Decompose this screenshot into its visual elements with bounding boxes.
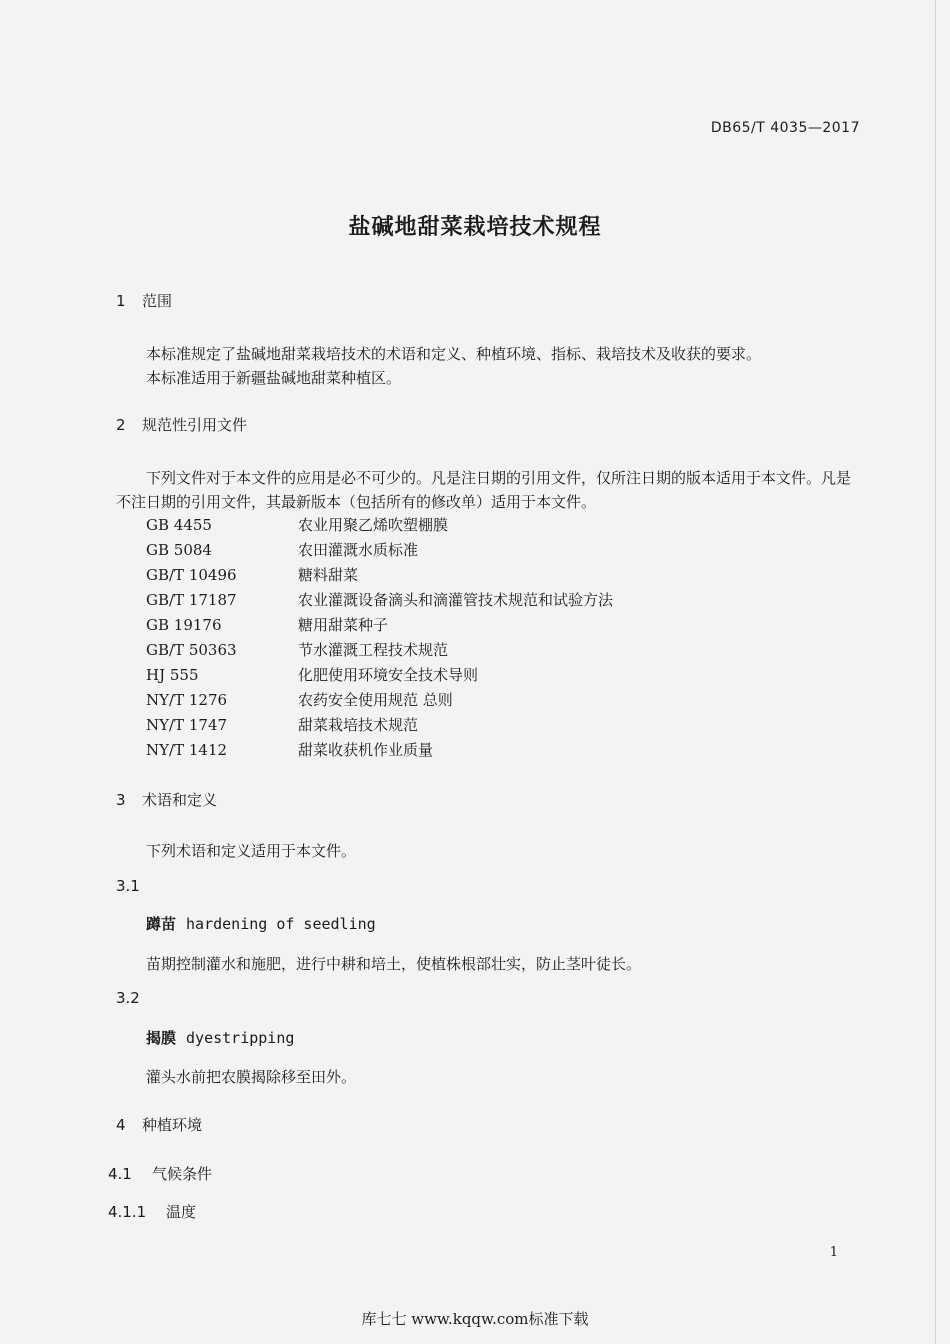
reference-title: 节水灌溉工程技术规范 <box>298 641 449 659</box>
subsection-number: 4.1 <box>108 1165 132 1183</box>
reference-title: 糖用甜菜种子 <box>298 616 389 634</box>
reference-row <box>146 564 358 585</box>
footer-watermark-text: 库七七 www.kqqw.com标准下载 <box>361 1310 589 1328</box>
reference-title: 农业灌溉设备滴头和滴灌管技术规范和试验方法 <box>298 591 614 609</box>
term-english: dyestripping <box>186 1029 295 1047</box>
reference-code: GB/T 10496 <box>146 566 237 584</box>
reference-row <box>146 689 453 710</box>
section-number: 2 <box>116 416 126 434</box>
reference-code: GB 4455 <box>146 516 212 534</box>
reference-code: NY/T 1747 <box>146 716 228 734</box>
scan-edge-line <box>935 0 936 1344</box>
document-title: 盐碱地甜菜栽培技术规程 <box>348 215 602 240</box>
reference-code: GB 19176 <box>146 616 222 634</box>
section-number: 1 <box>116 292 126 310</box>
section-1-paragraph-2: 本标准适用于新疆盐碱地甜菜种植区。 <box>146 369 402 387</box>
section-title: 种植环境 <box>142 1116 203 1134</box>
section-number: 4 <box>116 1116 126 1134</box>
reference-code: HJ 555 <box>146 666 199 684</box>
section-1-heading <box>116 290 172 311</box>
reference-row <box>146 614 388 635</box>
term-chinese: 蹲苗 <box>146 915 177 933</box>
term-entry <box>146 1027 294 1048</box>
reference-code: GB/T 50363 <box>146 641 237 659</box>
subsection-title: 气候条件 <box>152 1165 213 1183</box>
reference-row <box>146 514 448 535</box>
section-title: 规范性引用文件 <box>142 416 248 434</box>
reference-title: 甜菜栽培技术规范 <box>298 716 419 734</box>
section-number: 3 <box>116 791 126 809</box>
reference-row <box>146 589 613 610</box>
section-4-heading <box>116 1114 202 1135</box>
reference-row <box>146 714 418 735</box>
term-entry <box>146 913 376 934</box>
reference-title: 农药安全使用规范 总则 <box>298 691 453 709</box>
reference-row <box>146 664 478 685</box>
section-title: 范围 <box>142 292 173 310</box>
section-2-heading <box>116 414 247 435</box>
subsection-title: 温度 <box>166 1203 197 1221</box>
section-3-heading <box>116 789 217 810</box>
section-2-intro: 下列文件对于本文件的应用是必不可少的。凡是注日期的引用文件，仅所注日期的版本适用于本文件。凡是不注日期的引用文件，其最新版本（包括所有的修改单）适用于本文件。 <box>116 469 852 511</box>
reference-title: 甜菜收获机作业质量 <box>298 741 434 759</box>
subsection-number: 4.1.1 <box>108 1203 147 1221</box>
reference-title: 糖料甜菜 <box>298 566 359 584</box>
term-chinese: 揭膜 <box>146 1029 177 1047</box>
reference-code: NY/T 1276 <box>146 691 228 709</box>
reference-row <box>146 739 433 760</box>
reference-code: GB 5084 <box>146 541 212 559</box>
page-number: 1 <box>829 1245 838 1260</box>
reference-row <box>146 539 418 560</box>
term-definition: 苗期控制灌水和施肥，进行中耕和培土，使植株根部壮实，防止茎叶徒长。 <box>146 955 642 973</box>
reference-title: 农业用聚乙烯吹塑棚膜 <box>298 516 449 534</box>
term-number: 3.2 <box>116 989 140 1007</box>
section-1-paragraph-1: 本标准规定了盐碱地甜菜栽培技术的术语和定义、种植环境、指标、栽培技术及收获的要求。 <box>146 345 762 363</box>
term-definition: 灌头水前把农膜揭除移至田外。 <box>146 1068 357 1086</box>
subsection-4-1-1-heading <box>108 1201 196 1222</box>
reference-code: GB/T 17187 <box>146 591 237 609</box>
reference-title: 农田灌溉水质标准 <box>298 541 419 559</box>
term-number: 3.1 <box>116 877 140 895</box>
term-english: hardening of seedling <box>186 915 376 933</box>
section-title: 术语和定义 <box>142 791 218 809</box>
reference-code: NY/T 1412 <box>146 741 228 759</box>
reference-title: 化肥使用环境安全技术导则 <box>298 666 479 684</box>
reference-row <box>146 639 448 660</box>
section-3-intro: 下列术语和定义适用于本文件。 <box>146 842 357 860</box>
standard-code: DB65/T 4035—2017 <box>710 120 860 136</box>
subsection-4-1-heading <box>108 1163 212 1184</box>
